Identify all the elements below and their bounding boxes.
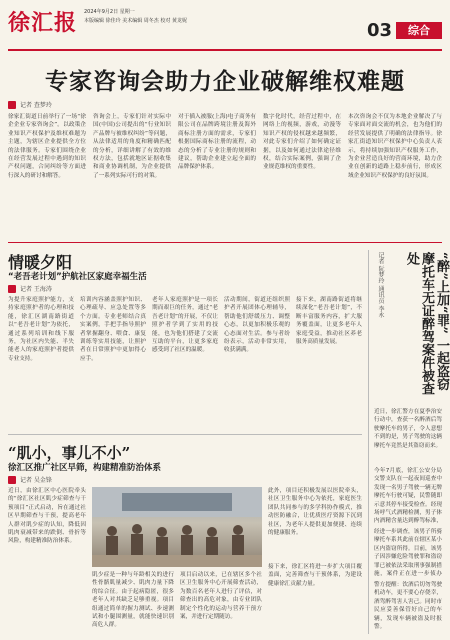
- sidebar-col-3: 经进一步调查，该男子所骑摩托车系其此前在辖区某小区内盗窃所得。目前，该男子因涉嫌危险驾驶罪和盗窃罪已被依法采取刑事强制措施，案件正在进一步侦办: [374, 529, 442, 578]
- story-b-col-1: 近日，由徐汇区中心医院牵头的“徐汇区社区肌少症筛查与干预项目”正式启动，旨在通过社区早期筛查与干预，提高老年人群对肌少症的认知，降低因肌肉衰减带来的跌倒、骨折等风险，构建精准防治体系。: [8, 488, 86, 545]
- sidebar-col-4: 警方提醒：饮酒后切勿驾驶机动车，更不要心存侥幸，酒驾醉驾害人害己。同时市民应妥善保管好自己的车辆，发现车辆被盗及时报警。: [374, 582, 442, 631]
- top-story-byline: 记者 查梦玲: [20, 102, 52, 109]
- proof-credit: 校对 黄龙妮: [160, 18, 187, 24]
- story-divider: [8, 434, 362, 435]
- section-divider: [8, 242, 442, 243]
- story-b-col-5: 接下来，徐汇区将进一步扩大项目覆盖面，完善筛查与干预体系，为建设健康徐汇贡献力量。: [268, 564, 362, 587]
- editor-credits: [84, 18, 187, 25]
- story-b-col-3: 项目启动以来，已在辖区多个社区卫生服务中心开展筛查活动，为数百名老年人进行了评估，对筛查出的高危对象，由专业团队制定个性化的运动与营养干预方案，并进行定期随访。: [180, 572, 262, 621]
- story-b-col-2: 肌少症是一种与年龄相关的进行性骨骼肌量减少、肌肉力量下降的综合征。由于起病隐匿，很多老年人对其缺乏足够重视。项目组通过简单的握力测试、步速测试和小腿围测量，就能快速识别高危人群。: [92, 572, 174, 629]
- top-story-col-2: 咨询会上，专家们针对实际中国(中国)公司提出的“行业知识产品牌与被维权纠纷”等问题，从法律适用的角度和精确匹配的分析，详细讲解了有效的维权方法，包括就地区证据收集和商业协调机制，为企业提供了一系列实际可行的对策。: [93, 114, 171, 179]
- byline-icon: [8, 476, 16, 484]
- issue-date-line: [84, 9, 135, 16]
- photo-illustration: [92, 487, 262, 567]
- sidebar-byline: 记者 阮梦玲 通讯员 李永: [377, 252, 384, 318]
- story-a-col-1: 为提升家庭照护能力，支持家庭照护者的心理和技能，徐汇区湖南路街道以“老吾老计划”为依托，通过系列培训和线下服务，为社区内失能、半失能老人的家庭照护者提供专业支持。: [8, 297, 74, 362]
- section-badge: 综合: [396, 22, 442, 39]
- editor-credit: 本版编辑 徐佳玲: [84, 18, 121, 24]
- top-story-col-5: 本次咨询会不仅为本地企业解决了与专家面对面交流的机会，也为他们的经营发展提供了明确的法律指导。徐家汇街道知识产权保护中心负责人表示，将持续加强知识产权服务工作，为企业营造良好的营商环境，助力企业在创新的道路上稳步前行，形成区域企业知识产权保护的良好氛围。: [348, 114, 442, 179]
- story-a-byline-row: [8, 284, 52, 293]
- story-b-photo: [92, 487, 262, 567]
- sidebar-title: “醉”上加“罪” 一起盗窃摩托车无证醉驾案件被查处: [404, 252, 449, 395]
- byline-icon: [8, 285, 16, 293]
- masthead-rule: [8, 49, 442, 51]
- top-story-byline-row: [8, 100, 52, 109]
- story-b-col-4: 此外，项目还积极发展以医院牵头，社区卫生服务中心为依托，家庭医生团队共同参与的多学科协作模式，推动医防融合，让优质医疗资源下沉到社区，为老年人提供更加便捷、连续的健康服务。: [268, 488, 362, 537]
- sidebar-col-2: 今年7月底，徐汇公安分局交警支队在一起夜间巡查中发现一名男子驾驶一辆无牌摩托车行驶可疑，民警随即示意其停车接受检查。经现场呼气式酒精检测，男子体内酒精含量达到醉驾标准，: [374, 468, 442, 525]
- story-a-byline: 记者 王海涛: [20, 286, 52, 293]
- top-story-col-3: 对于插入被服(上海)电子商务有限公司在品牌跨境注册及海外商标注册方面的需求，专家们根据国际商标注册的流程，动态的分析了专业注册的规则和建议，帮助企业建立起全面的品牌保护体系。: [178, 114, 256, 171]
- issue-weekday: 星期一: [119, 9, 135, 15]
- top-story-col-1: 徐家汇街道日前举行了一场“徐企企业专家咨询会”。以政策企业知识产权保护及维权难题为主题，为辖区企业提供全方位的法律服务。专家们围绕企业在经营发展过程中遇到的知识产权问题，合同纠纷等方面进行深入的研讨和解答。: [8, 114, 86, 179]
- story-b-byline: 记者 吴金锋: [20, 477, 52, 484]
- story-a-col-3: 老年人家庭照护是一项长期而艰巨的任务，通过“老吾老计划”的开展，不仅让照护者学到了实用的技能，也为他们搭建了交流互助的平台，让更多家庭感受到了社区的温暖。: [152, 297, 218, 354]
- story-a-title: 情暖夕阳: [8, 253, 73, 272]
- story-a-col-2: 培训内容涵盖照护知识、心理疏导、应急处置等多个方面。专业老师结合真实案例，手把手指导照护者掌握翻身、喂食、康复训练等实用技能，让照护者在日常照护中更加得心应手。: [80, 297, 146, 362]
- newspaper-logo: 徐汇报: [8, 10, 78, 36]
- page-number: 03: [367, 20, 393, 41]
- top-story-headline: 专家咨询会助力企业破解维权难题: [45, 68, 405, 95]
- sidebar-rule: [368, 250, 369, 634]
- sidebar-col-1: 近日，徐汇警方在夏季治安行动中，查获一名醉酒后驾驶摩托车的男子，令人意想不到的是，男子驾驶的这辆摩托车竟然是其盗窃而来。: [374, 409, 442, 449]
- issue-date: 2024年9月2日: [84, 9, 119, 15]
- story-b-title: “肌小，事儿不小”: [8, 444, 131, 462]
- top-story-col-4: 数字化时代，经营过程中，在网络上的视频，游戏，动漫等知识产权的侵权越来越频繁，对此专家们介绍了如何确定证据，以及如何通过法律途径维权，结合实际案例，强调了企业规范维权的重要性。: [263, 114, 341, 171]
- story-a-col-4: 活动期间，街道还组织照护者开展团体心理辅导，帮助他们舒缓压力、调整心态，以更加积极乐观的心态面对生活。参与者纷纷表示，活动非常实用，收获满满。: [224, 297, 290, 354]
- story-a-subtitle: “老吾老计划”护航社区家庭幸福生活: [8, 272, 147, 282]
- story-a-col-5: 接下来，湖南路街道将继续深化“老吾老计划”，不断丰富服务内容，扩大服务覆盖面，让更多老年人家庭受益，推动社区养老服务高质量发展。: [296, 297, 362, 346]
- designer-credit: 美术编辑 周冬杰: [122, 18, 159, 24]
- byline-icon: [8, 101, 16, 109]
- masthead: [0, 0, 450, 48]
- story-b-byline-row: [8, 475, 52, 484]
- story-b-subtitle: 徐汇区推广社区早筛，构建精准防治体系: [8, 463, 162, 473]
